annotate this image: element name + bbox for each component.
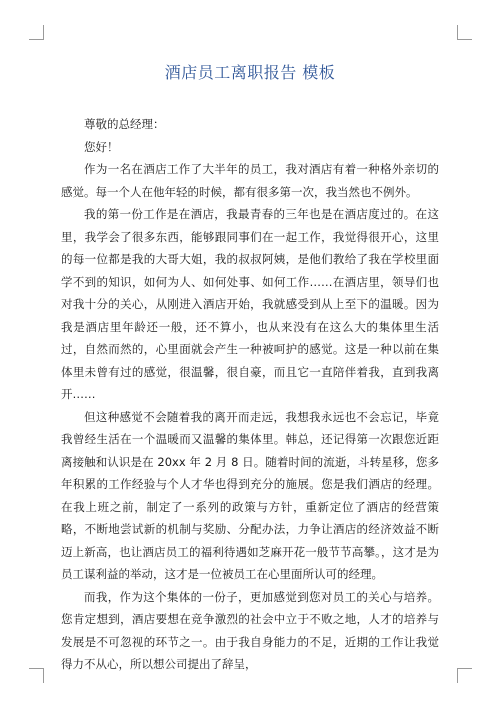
salutation: 尊敬的总经理： <box>84 117 165 131</box>
document-body <box>61 113 439 676</box>
crop-mark-top-right <box>457 25 472 40</box>
paragraph: 我的第一份工作是在酒店，我最青春的三年也是在酒店度过的。在这里，我学会了很多东西，能够跟同事们在一起工作，我觉得很开心，这里的每一位都是我的大哥大姐，我的叔叔阿姨，是他们教给了我在学校里面学不到的知识，如何为人、如何处事、如何工作……在酒店里，领导们也对我十分的关心，从刚进入酒店开始，我就感受到从上至下的温暖。因为我是酒店里年龄还一般，还不算小，也从来没有在这么大的集体里生活过，自然而然的，心里面就会产生一种被呵护的感觉。这是一种以前在集体里未曾有过的感觉，很温馨，很自豪，而且它一直陪伴着我，直到我离开…… <box>61 207 439 401</box>
greeting: 您好！ <box>84 139 119 154</box>
crop-mark-bottom-left <box>29 668 44 683</box>
document-title: 酒店员工离职报告 模板 <box>164 63 336 82</box>
paragraph: 作为一名在酒店工作了大半年的员工，我对酒店有着一种格外亲切的感觉。每一个人在他年轻的时候，都有很多第一次，我当然也不例外。 <box>61 162 439 199</box>
paragraph: 而我，作为这个集体的一份子，更加感觉到您对员工的关心与培养。您肯定想到，酒店要想在竞争激烈的社会中立于不败之地，人才的培养与发展是不可忽视的环节之一。由于我自身能力的不足，近期的工作让我觉得力不从心，所以想公司提出了辞呈， <box>61 589 439 671</box>
crop-mark-top-left <box>29 25 44 40</box>
crop-mark-bottom-right <box>457 668 472 683</box>
paragraph: 但这种感觉不会随着我的离开而走远，我想我永远也不会忘记，毕竟我曾经生活在一个温暖而又温馨的集体里。韩总，还记得第一次跟您近距离接触和认识是在 20xx 年 2 月 8 日。随着时间的流逝，斗转星移，您多年积累的工作经验与个人才华也得到充分的施展。您是我们酒店的经理。在我上班之前，制定了一系列的政策与方针，重新定位了酒店的经营策略，不断地尝试新的机制与奖励、分配办法，力争让酒店的经济效益不断迈上新高，也让酒店员工的福利待遇如芝麻开花一般节节高攀。，这才是为员工谋利益的举动，这才是一位被员工在心里面所认可的经理。 <box>61 409 439 581</box>
